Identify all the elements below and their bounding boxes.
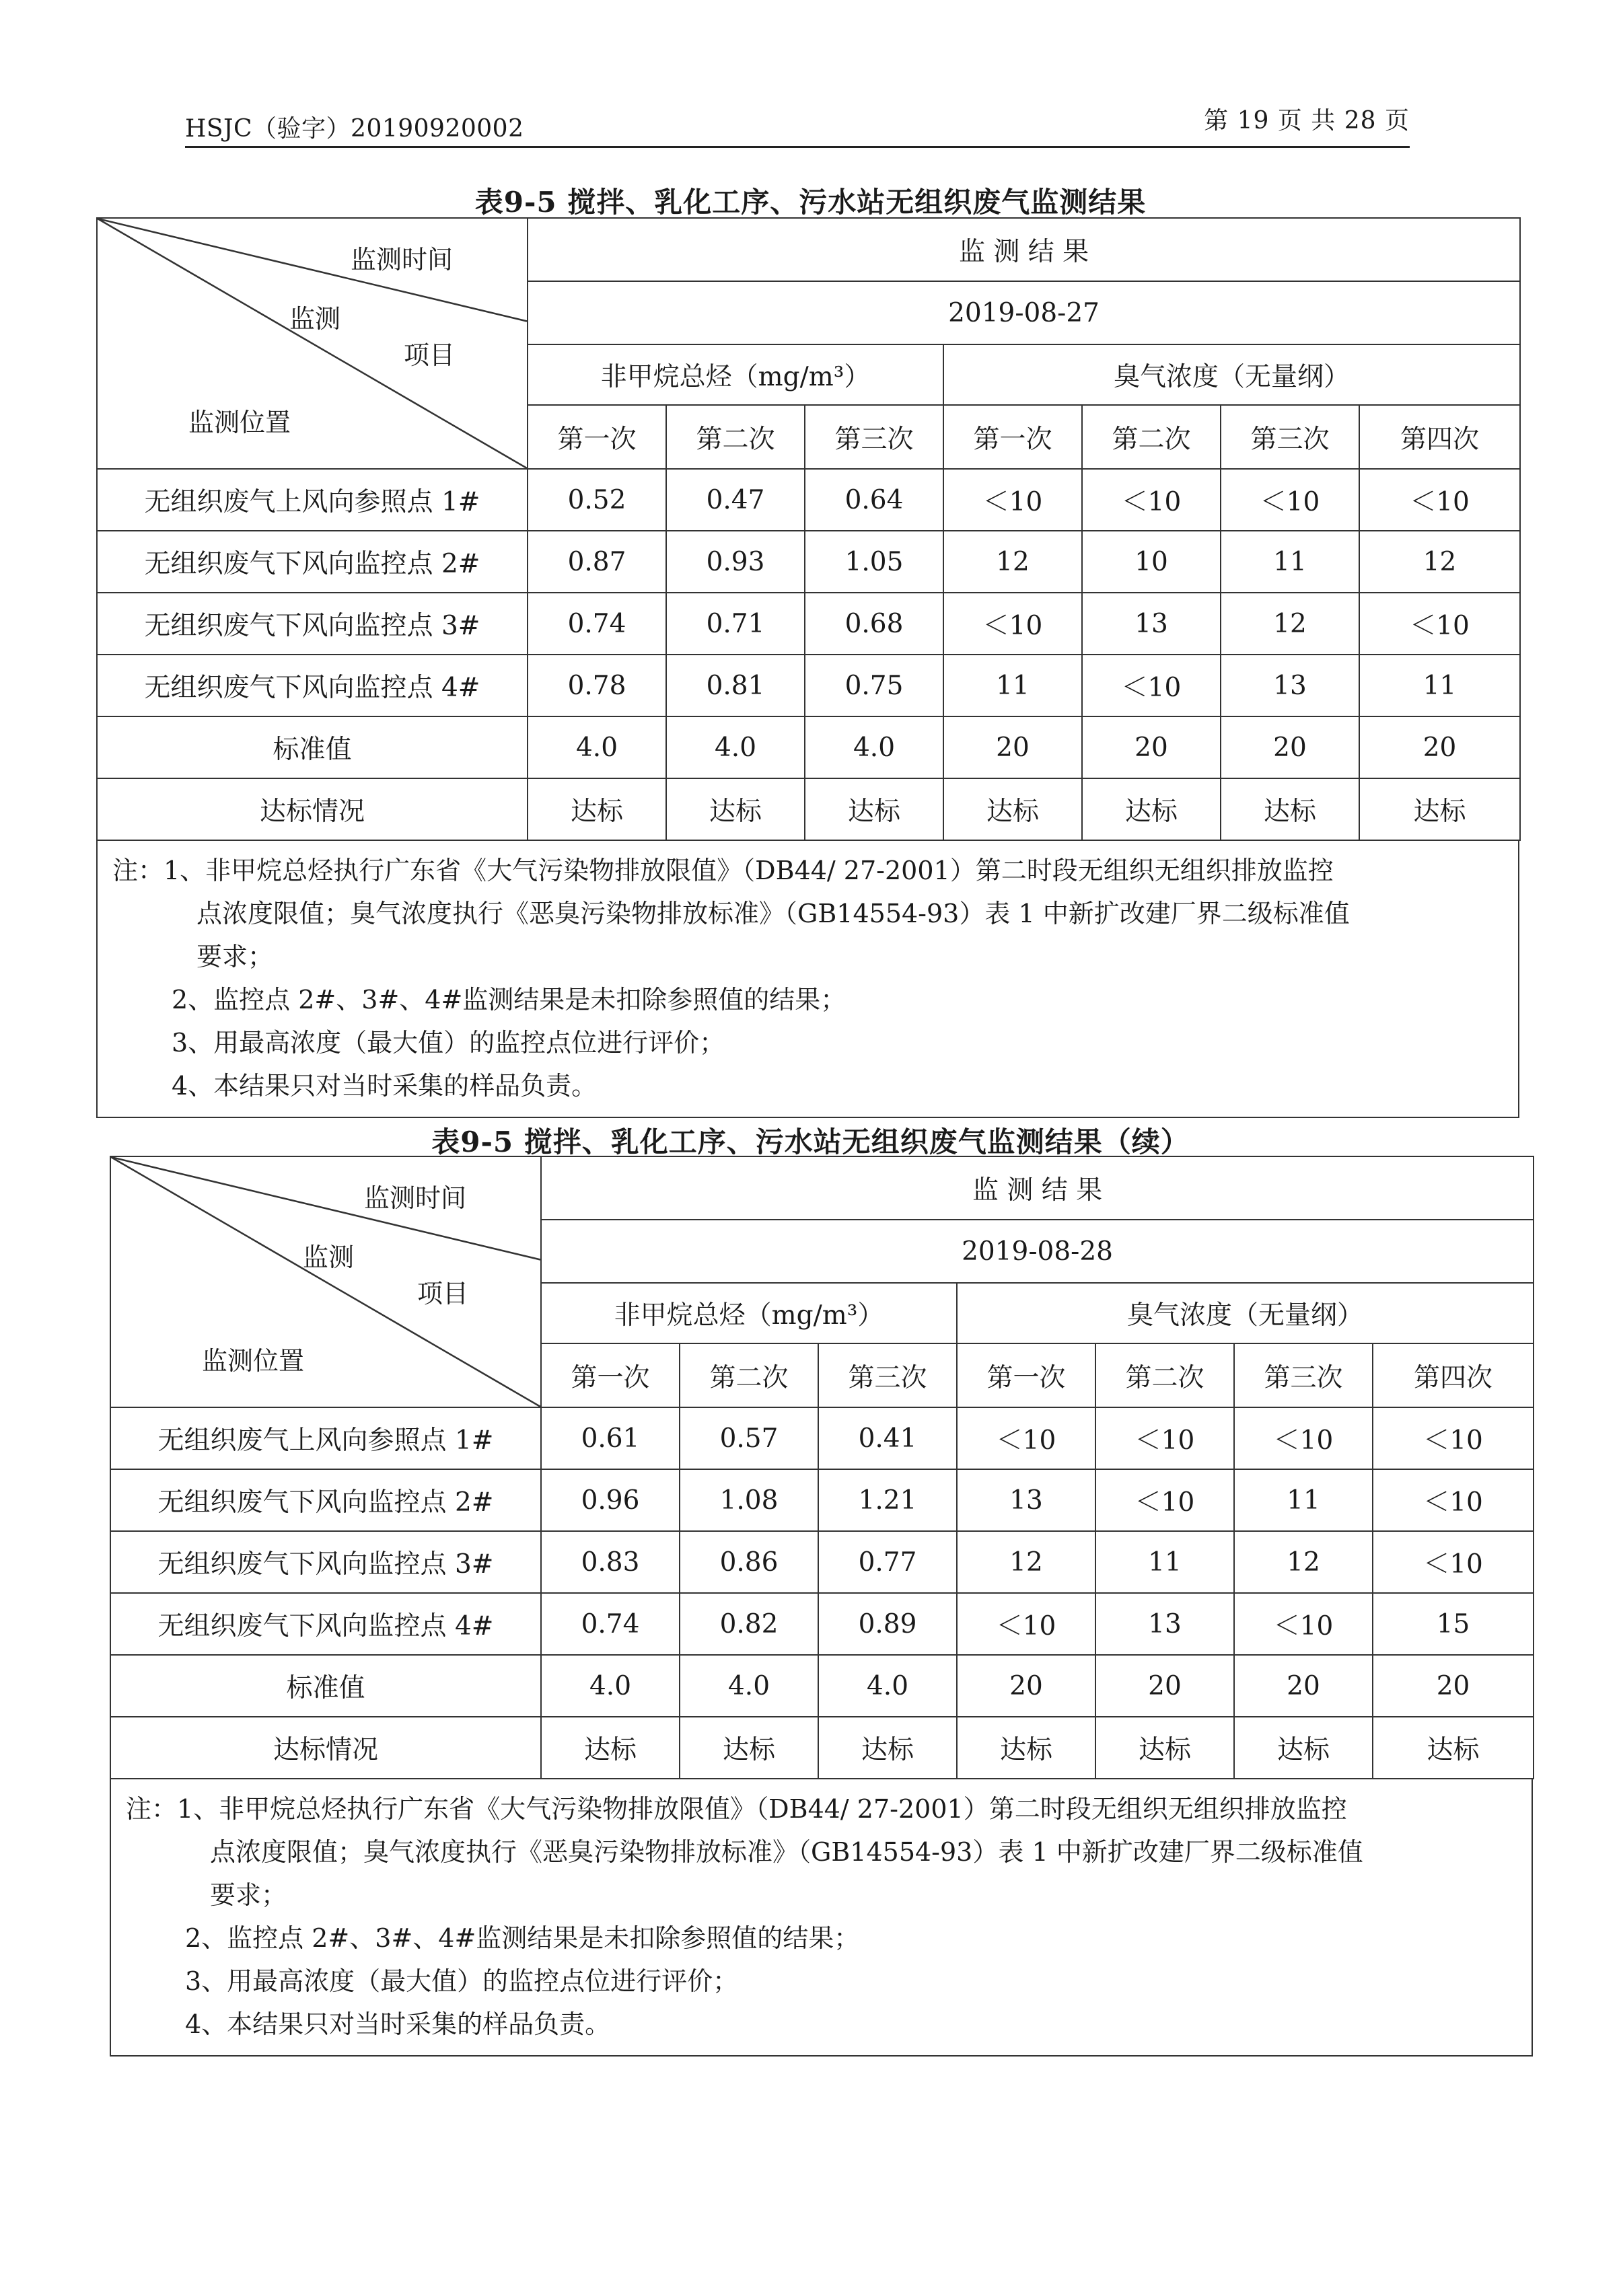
note-line: 4、本结果只对当时采集的样品负责。 [172, 1071, 598, 1101]
value-cell: 达标 [541, 1717, 680, 1779]
location-cell: 达标情况 [110, 1717, 541, 1779]
value-cell: 12 [1234, 1531, 1373, 1593]
value-cell: ＜10 [1095, 1407, 1234, 1469]
results-label: 监 测 结 果 [541, 1156, 1534, 1220]
location-cell: 无组织废气下风向监控点 3# [110, 1531, 541, 1593]
value-cell: 0.83 [541, 1531, 680, 1593]
value-cell: 达标 [666, 778, 805, 840]
note-line: 点浓度限值；臭气浓度执行《恶臭污染物排放标准》（GB14554-93）表 1 中新扩改建厂界二级标准值 [196, 899, 1350, 928]
page-header [185, 101, 1410, 148]
sub-header: 第一次 [528, 405, 666, 469]
value-cell: 4.0 [680, 1655, 818, 1717]
value-cell: ＜10 [1234, 1407, 1373, 1469]
note-line: 3、用最高浓度（最大值）的监控点位进行评价； [185, 1966, 739, 1996]
value-cell: ＜10 [957, 1407, 1095, 1469]
value-cell: 达标 [818, 1717, 957, 1779]
location-cell: 无组织废气下风向监控点 2# [110, 1469, 541, 1531]
value-cell: 13 [1095, 1593, 1234, 1655]
value-cell: 20 [1221, 716, 1359, 778]
document-id: HSJC（验字）20190920002 [185, 115, 524, 143]
value-cell: 达标 [1373, 1717, 1534, 1779]
corner-label-location: 监测位置 [188, 408, 291, 437]
value-cell: 0.41 [818, 1407, 957, 1469]
location-cell: 无组织废气上风向参照点 1# [97, 469, 528, 531]
location-cell: 无组织废气上风向参照点 1# [110, 1407, 541, 1469]
table-row [97, 655, 1520, 716]
value-cell: 13 [1082, 593, 1221, 655]
location-cell: 无组织废气下风向监控点 2# [97, 531, 528, 593]
value-cell: ＜10 [957, 1593, 1095, 1655]
corner-label-item-a: 监测 [303, 1243, 355, 1272]
value-cell: ＜10 [1373, 1469, 1534, 1531]
table-row [97, 716, 1520, 778]
value-cell: 0.87 [528, 531, 666, 593]
value-cell: 20 [957, 1655, 1095, 1717]
value-cell: ＜10 [943, 593, 1082, 655]
note-line: 2、监控点 2#、3#、4#监测结果是未扣除参照值的结果； [172, 985, 846, 1014]
note-line: 要求； [196, 942, 274, 971]
group-header-odor: 臭气浓度（无量纲） [943, 344, 1520, 405]
value-cell: ＜10 [1373, 1531, 1534, 1593]
table-row [110, 1655, 1534, 1717]
value-cell: 4.0 [666, 716, 805, 778]
value-cell: ＜10 [1234, 1593, 1373, 1655]
value-cell: ＜10 [1221, 469, 1359, 531]
note-line: 4、本结果只对当时采集的样品负责。 [185, 2009, 611, 2039]
corner-label-time: 监测时间 [350, 245, 453, 274]
results-table [110, 1156, 1534, 1779]
sub-header: 第二次 [680, 1343, 818, 1407]
value-cell: 0.89 [818, 1593, 957, 1655]
sub-header: 第三次 [805, 405, 943, 469]
value-cell: 0.47 [666, 469, 805, 531]
sub-header: 第一次 [943, 405, 1082, 469]
corner-header [110, 1156, 541, 1407]
value-cell: 0.93 [666, 531, 805, 593]
sub-header: 第二次 [666, 405, 805, 469]
value-cell: 0.61 [541, 1407, 680, 1469]
table-row [110, 1717, 1534, 1779]
results-label: 监 测 结 果 [528, 218, 1520, 281]
corner-label-item-b: 项目 [404, 340, 456, 370]
value-cell: 1.05 [805, 531, 943, 593]
group-header-nmhc: 非甲烷总烃（mg/m³） [541, 1283, 957, 1343]
value-cell: 4.0 [818, 1655, 957, 1717]
value-cell: 4.0 [805, 716, 943, 778]
note-line: 3、用最高浓度（最大值）的监控点位进行评价； [172, 1028, 725, 1058]
sub-header: 第四次 [1373, 1343, 1534, 1407]
note-line: 注：1、非甲烷总烃执行广东省《大气污染物排放限值》（DB44/ 27-2001）第二时段无组织无组织排放监控 [126, 1794, 1347, 1824]
table-row [97, 531, 1520, 593]
note-line: 2、监控点 2#、3#、4#监测结果是未扣除参照值的结果； [185, 1923, 860, 1953]
value-cell: 11 [943, 655, 1082, 716]
corner-label-item-a: 监测 [289, 304, 341, 334]
table-title: 表9-5 搅拌、乳化工序、污水站无组织废气监测结果 [474, 186, 1147, 219]
value-cell: 20 [1373, 1655, 1534, 1717]
location-cell: 无组织废气下风向监控点 4# [110, 1593, 541, 1655]
monitoring-date: 2019-08-27 [528, 281, 1520, 344]
value-cell: 11 [1234, 1469, 1373, 1531]
note-line: 点浓度限值；臭气浓度执行《恶臭污染物排放标准》（GB14554-93）表 1 中新扩改建厂界二级标准值 [210, 1837, 1363, 1867]
table-row [110, 1531, 1534, 1593]
value-cell: 达标 [957, 1717, 1095, 1779]
value-cell: ＜10 [1082, 469, 1221, 531]
value-cell: 20 [1082, 716, 1221, 778]
value-cell: ＜10 [1359, 469, 1520, 531]
location-cell: 达标情况 [97, 778, 528, 840]
location-cell: 无组织废气下风向监控点 3# [97, 593, 528, 655]
value-cell: 达标 [1221, 778, 1359, 840]
note-line: 注：1、非甲烷总烃执行广东省《大气污染物排放限值》（DB44/ 27-2001）第二时段无组织无组织排放监控 [112, 856, 1334, 885]
location-cell: 标准值 [110, 1655, 541, 1717]
table-row [97, 778, 1520, 840]
value-cell: 20 [943, 716, 1082, 778]
value-cell: 0.96 [541, 1469, 680, 1531]
value-cell: 0.86 [680, 1531, 818, 1593]
value-cell: 0.78 [528, 655, 666, 716]
table-notes [96, 841, 1519, 1118]
location-cell: 无组织废气下风向监控点 4# [97, 655, 528, 716]
value-cell: ＜10 [1095, 1469, 1234, 1531]
corner-header [97, 218, 528, 469]
sub-header: 第三次 [1234, 1343, 1373, 1407]
value-cell: 20 [1095, 1655, 1234, 1717]
value-cell: 0.74 [541, 1593, 680, 1655]
value-cell: 4.0 [528, 716, 666, 778]
value-cell: ＜10 [1359, 593, 1520, 655]
value-cell: 11 [1359, 655, 1520, 716]
value-cell: 15 [1373, 1593, 1534, 1655]
value-cell: 达标 [943, 778, 1082, 840]
value-cell: 20 [1234, 1655, 1373, 1717]
corner-diagonal-lines [98, 219, 527, 468]
results-table-block-continued [110, 1156, 1533, 2057]
value-cell: 0.74 [528, 593, 666, 655]
value-cell: 0.64 [805, 469, 943, 531]
results-table-block [96, 217, 1519, 1118]
value-cell: 达标 [528, 778, 666, 840]
sub-header: 第三次 [818, 1343, 957, 1407]
sub-header: 第四次 [1359, 405, 1520, 469]
value-cell: 达标 [1095, 1717, 1234, 1779]
table-row [97, 593, 1520, 655]
table-row [97, 469, 1520, 531]
sub-header: 第三次 [1221, 405, 1359, 469]
table-row [110, 1593, 1534, 1655]
value-cell: 12 [943, 531, 1082, 593]
table-title-continued: 表9-5 搅拌、乳化工序、污水站无组织废气监测结果（续） [431, 1125, 1190, 1158]
value-cell: 0.57 [680, 1407, 818, 1469]
corner-label-location: 监测位置 [202, 1346, 305, 1376]
value-cell: 达标 [1234, 1717, 1373, 1779]
sub-header: 第二次 [1082, 405, 1221, 469]
sub-header: 第一次 [957, 1343, 1095, 1407]
table-row [110, 1469, 1534, 1531]
value-cell: 0.75 [805, 655, 943, 716]
value-cell: 0.82 [680, 1593, 818, 1655]
header-rule [185, 146, 1410, 148]
value-cell: 0.71 [666, 593, 805, 655]
table-row [110, 1407, 1534, 1469]
corner-label-time: 监测时间 [363, 1183, 466, 1213]
value-cell: ＜10 [943, 469, 1082, 531]
results-table [96, 217, 1521, 841]
monitoring-date: 2019-08-28 [541, 1220, 1534, 1283]
value-cell: ＜10 [1082, 655, 1221, 716]
value-cell: 12 [957, 1531, 1095, 1593]
page-number: 第 19 页 共 28 页 [1204, 107, 1410, 135]
value-cell: 13 [1221, 655, 1359, 716]
value-cell: 0.81 [666, 655, 805, 716]
value-cell: 4.0 [541, 1655, 680, 1717]
value-cell: 0.68 [805, 593, 943, 655]
value-cell: 11 [1221, 531, 1359, 593]
sub-header: 第二次 [1095, 1343, 1234, 1407]
table-notes [110, 1779, 1533, 2057]
value-cell: 12 [1359, 531, 1520, 593]
value-cell: 13 [957, 1469, 1095, 1531]
value-cell: 10 [1082, 531, 1221, 593]
value-cell: 0.77 [818, 1531, 957, 1593]
sub-header: 第一次 [541, 1343, 680, 1407]
value-cell: 达标 [1359, 778, 1520, 840]
corner-label-item-b: 项目 [417, 1279, 469, 1308]
value-cell: 达标 [805, 778, 943, 840]
corner-diagonal-lines [111, 1157, 540, 1407]
note-line: 要求； [210, 1880, 287, 1910]
value-cell: 1.21 [818, 1469, 957, 1531]
value-cell: 0.52 [528, 469, 666, 531]
value-cell: 达标 [680, 1717, 818, 1779]
value-cell: 11 [1095, 1531, 1234, 1593]
group-header-nmhc: 非甲烷总烃（mg/m³） [528, 344, 943, 405]
location-cell: 标准值 [97, 716, 528, 778]
value-cell: 达标 [1082, 778, 1221, 840]
value-cell: 20 [1359, 716, 1520, 778]
value-cell: 1.08 [680, 1469, 818, 1531]
value-cell: ＜10 [1373, 1407, 1534, 1469]
group-header-odor: 臭气浓度（无量纲） [957, 1283, 1534, 1343]
value-cell: 12 [1221, 593, 1359, 655]
